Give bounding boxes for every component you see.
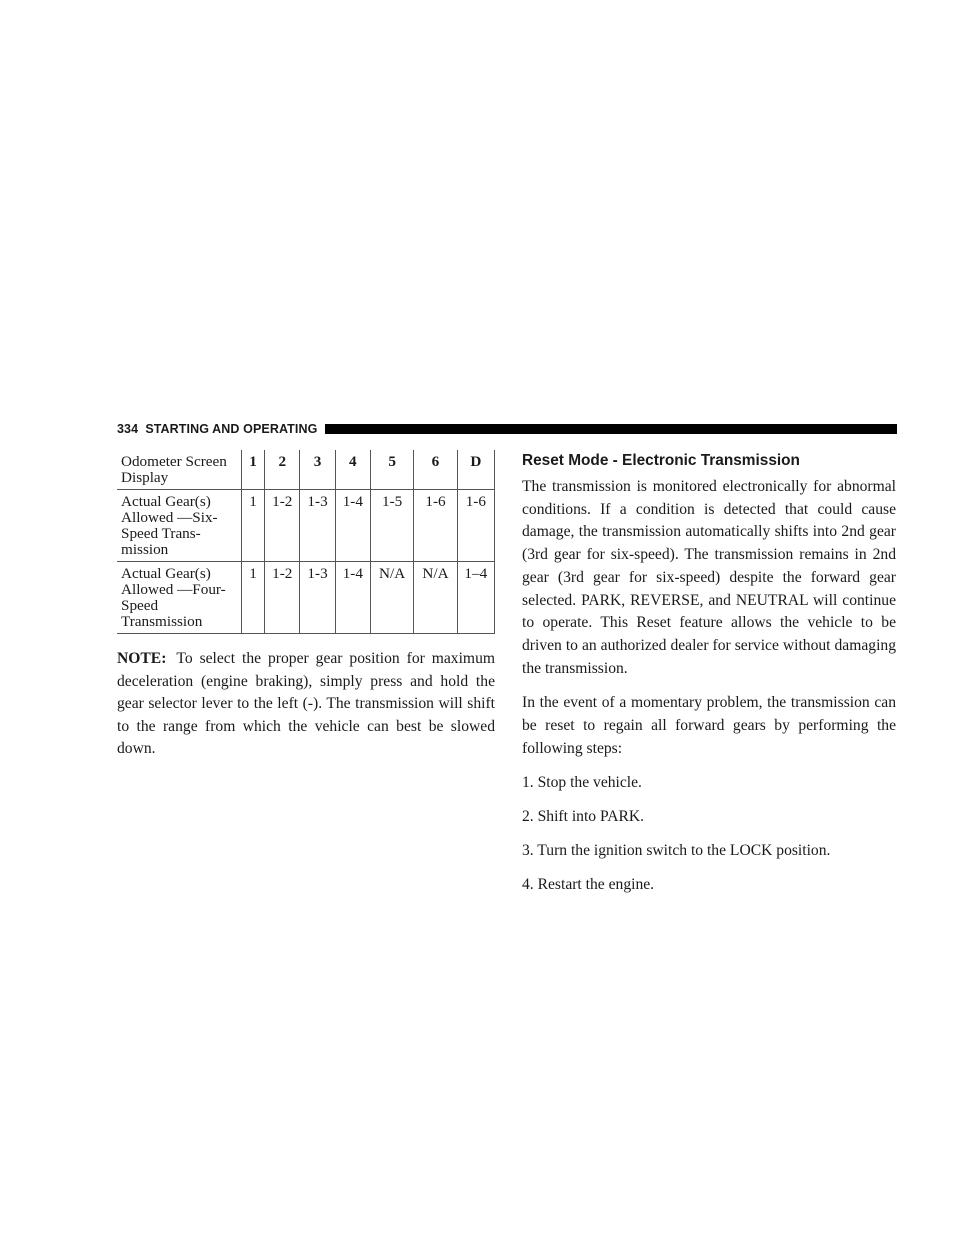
table-cell: 1-4	[335, 490, 370, 562]
table-cell: 1-3	[300, 490, 335, 562]
step-item: 4. Restart the engine.	[522, 876, 655, 894]
table-cell: 1-4	[335, 562, 370, 634]
row-label: Odometer Screen Display	[117, 450, 241, 490]
note-text: To select the proper gear position for maximum deceleration (engine braking), simply press and hold the gear selector lever to the left (-). The transmission will shift to the range from which the vehicle can best be slowed down.	[117, 650, 495, 758]
section-name: STARTING AND OPERATING	[145, 422, 318, 436]
step-item: 2. Shift into PARK.	[522, 808, 645, 826]
note-paragraph	[117, 648, 495, 761]
table-cell: 6	[414, 450, 457, 490]
row-label: Actual Gear(s) Allowed —Four-Speed Transmission	[117, 562, 241, 634]
table-cell: 2	[265, 450, 300, 490]
table-cell: N/A	[370, 562, 413, 634]
table-cell: 1-5	[370, 490, 413, 562]
header-label	[117, 422, 317, 436]
table-cell: 1-2	[265, 490, 300, 562]
table-cell: 1	[241, 562, 264, 634]
page-header	[117, 420, 897, 438]
header-rule	[325, 424, 897, 434]
table-cell: 1	[241, 450, 264, 490]
step-item: 3. Turn the ignition switch to the LOCK position.	[522, 842, 831, 860]
table-cell: 1-3	[300, 562, 335, 634]
page-number: 334	[117, 422, 139, 436]
table-cell: D	[457, 450, 494, 490]
table-cell: 1-6	[457, 490, 494, 562]
right-column	[522, 452, 896, 908]
section-heading: Reset Mode - Electronic Transmission	[522, 452, 800, 469]
table-row	[117, 562, 495, 634]
table-cell: 1-6	[414, 490, 457, 562]
table-cell: 1-2	[265, 562, 300, 634]
table-cell: 1–4	[457, 562, 494, 634]
table-row	[117, 450, 495, 490]
table-cell: 3	[300, 450, 335, 490]
step-item: 1. Stop the vehicle.	[522, 774, 642, 792]
table-cell: 4	[335, 450, 370, 490]
table-row	[117, 490, 495, 562]
row-label: Actual Gear(s) Allowed —Six-Speed Trans-mission	[117, 490, 241, 562]
note-label: NOTE:	[117, 650, 167, 667]
gear-table	[117, 450, 495, 634]
table-cell: N/A	[414, 562, 457, 634]
body-paragraph: The transmission is monitored electronically for abnormal conditions. If a condition is detected that could cause damage, the transmission automatically shifts into 2nd gear (3rd gear for six-speed). The transmission remains in 2nd gear (3rd gear for six-speed) despite the forward gear selected. PARK, REVERSE, and NEUTRAL will continue to operate. This Reset feature allows the vehicle to be driven to an authorized dealer for service without damaging the transmission.	[522, 478, 896, 677]
body-paragraph: In the event of a momentary problem, the transmission can be reset to regain all forward gears by performing the following steps:	[522, 694, 896, 757]
table-cell: 5	[370, 450, 413, 490]
table-cell: 1	[241, 490, 264, 562]
left-column	[117, 450, 495, 777]
